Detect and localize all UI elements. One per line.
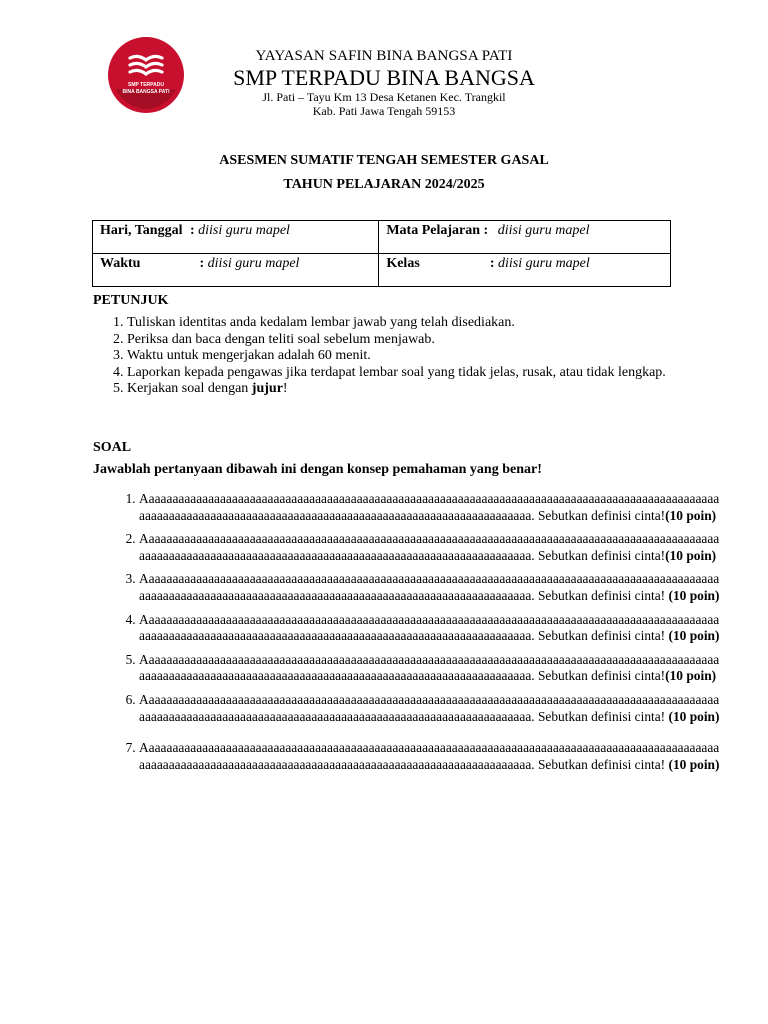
class-value: diisi guru mapel — [498, 256, 590, 271]
question-text: Aaaaaaaaaaaaaaaaaaaaaaaaaaaaaaaaaaaaaaaaaaaaaaaaaaaaaaaaaaaaaaaaaaaaaaaaaaaaaaaaaaaaaaaaaaaaaaaaaaaaaaaaaaaaaaaaaaaaaaaaaaaaaaaaaaaaaaaaaaaaaaaaaaaaaaaaaaaaaaaaaaa. Sebutkan definisi cinta! — [139, 531, 720, 563]
list-item — [127, 381, 712, 398]
class-colon: : — [489, 256, 495, 271]
exam-title: ASESMEN SUMATIF TENGAH SEMESTER GASAL — [219, 153, 549, 168]
question-text: Aaaaaaaaaaaaaaaaaaaaaaaaaaaaaaaaaaaaaaaaaaaaaaaaaaaaaaaaaaaaaaaaaaaaaaaaaaaaaaaaaaaaaaaaaaaaaaaaaaaaaaaaaaaaaaaaaaaaaaaaaaaaaaaaaaaaaaaaaaaaaaaaaaaaaaaaaaaaaaaaaaa. Sebutkan definisi cinta! — [139, 491, 720, 523]
class-cell — [379, 254, 671, 287]
question-text: Aaaaaaaaaaaaaaaaaaaaaaaaaaaaaaaaaaaaaaaaaaaaaaaaaaaaaaaaaaaaaaaaaaaaaaaaaaaaaaaaaaaaaaaaaaaaaaaaaaaaaaaaaaaaaaaaaaaaaaaaaaaaaaaaaaaaaaaaaaaaaaaaaaaaaaaaaaaaaaaaaaa. Sebutkan definisi cinta! — [139, 691, 720, 724]
foundation-name: YAYASAN SAFIN BINA BANGSA PATI — [255, 48, 513, 64]
question-item — [139, 740, 721, 773]
question-text: Aaaaaaaaaaaaaaaaaaaaaaaaaaaaaaaaaaaaaaaaaaaaaaaaaaaaaaaaaaaaaaaaaaaaaaaaaaaaaaaaaaaaaaaaaaaaaaaaaaaaaaaaaaaaaaaaaaaaaaaaaaaaaaaaaaaaaaaaaaaaaaaaaaaaaaaaaaaaaaaaaaa. Sebutkan definisi cinta! — [139, 571, 720, 603]
question-text: Aaaaaaaaaaaaaaaaaaaaaaaaaaaaaaaaaaaaaaaaaaaaaaaaaaaaaaaaaaaaaaaaaaaaaaaaaaaaaaaaaaaaaaaaaaaaaaaaaaaaaaaaaaaaaaaaaaaaaaaaaaaaaaaaaaaaaaaaaaaaaaaaaaaaaaaaaaaaaaaaaaa. Sebutkan definisi cinta! — [139, 740, 720, 772]
question-item — [139, 531, 721, 564]
list-item: 1. Tuliskan identitas anda kedalam lembar jawab yang telah disediakan. — [127, 315, 712, 332]
question-points: (10 poin) — [665, 547, 717, 563]
list-item: 4. Laporkan kepada pengawas jika terdapat lembar soal yang tidak jelas, rusak, atau tidak lengkap. — [127, 365, 712, 382]
question-points: (10 poin) — [668, 628, 720, 644]
letterhead — [200, 48, 568, 118]
address-line-1: Jl. Pati – Tayu Km 13 Desa Ketanen Kec. Trangkil — [262, 90, 506, 104]
question-item — [139, 652, 721, 685]
day-label: Hari, Tanggal — [100, 223, 183, 238]
rule-5-bold: jujur — [251, 381, 283, 397]
exam-info-table — [92, 220, 671, 287]
time-label: Waktu — [100, 256, 141, 271]
question-points: (10 poin) — [665, 668, 717, 684]
question-list — [93, 491, 721, 780]
list-item: 3. Waktu untuk mengerjakan adalah 60 menit. — [127, 348, 712, 365]
question-points: (10 poin) — [668, 708, 720, 724]
subject-value: diisi guru mapel — [497, 223, 590, 238]
logo-text-bottom: BINA BANGSA PATI — [122, 89, 170, 95]
rule-5-suffix: ! — [282, 381, 288, 397]
list-item: 2. Periksa dan baca dengan teliti soal sebelum menjawab. — [127, 332, 712, 349]
question-item — [139, 612, 721, 645]
class-label: Kelas — [386, 256, 420, 271]
question-text: Aaaaaaaaaaaaaaaaaaaaaaaaaaaaaaaaaaaaaaaaaaaaaaaaaaaaaaaaaaaaaaaaaaaaaaaaaaaaaaaaaaaaaaaaaaaaaaaaaaaaaaaaaaaaaaaaaaaaaaaaaaaaaaaaaaaaaaaaaaaaaaaaaaaaaaaaaaaaaaaaaaa. Sebutkan definisi cinta! — [139, 651, 720, 684]
soal-heading: SOAL — [93, 440, 132, 455]
question-item — [139, 692, 721, 725]
question-points: (10 poin) — [668, 756, 720, 772]
petunjuk-heading: PETUNJUK — [93, 293, 169, 308]
school-logo-icon — [108, 37, 184, 113]
logo-text-top: SMP TERPADU — [128, 82, 164, 88]
time-value: diisi guru mapel — [207, 256, 300, 271]
question-item — [139, 491, 721, 524]
question-text: Aaaaaaaaaaaaaaaaaaaaaaaaaaaaaaaaaaaaaaaaaaaaaaaaaaaaaaaaaaaaaaaaaaaaaaaaaaaaaaaaaaaaaaaaaaaaaaaaaaaaaaaaaaaaaaaaaaaaaaaaaaaaaaaaaaaaaaaaaaaaaaaaaaaaaaaaaaaaaaaaaaa. Sebutkan definisi cinta! — [139, 611, 720, 644]
rule-5-prefix: Kerjakan soal dengan — [127, 381, 252, 397]
question-points: (10 poin) — [665, 507, 717, 523]
exam-year: TAHUN PELAJARAN 2024/2025 — [283, 177, 485, 192]
question-points: (10 poin) — [668, 587, 720, 603]
petunjuk-list — [93, 315, 712, 398]
soal-instruction: Jawablah pertanyaan dibawah ini dengan konsep pemahaman yang benar! — [93, 462, 542, 477]
subject-label: Mata Pelajaran : — [386, 223, 489, 238]
subject-cell — [379, 221, 671, 254]
time-colon: : — [199, 256, 205, 271]
address-line-2: Kab. Pati Jawa Tengah 59153 — [312, 104, 456, 118]
day-cell — [93, 221, 379, 254]
day-value: diisi guru mapel — [198, 223, 290, 238]
time-cell — [93, 254, 379, 287]
question-item — [139, 571, 721, 604]
day-colon: : — [189, 223, 195, 238]
school-name: SMP TERPADU BINA BANGSA — [233, 65, 535, 90]
